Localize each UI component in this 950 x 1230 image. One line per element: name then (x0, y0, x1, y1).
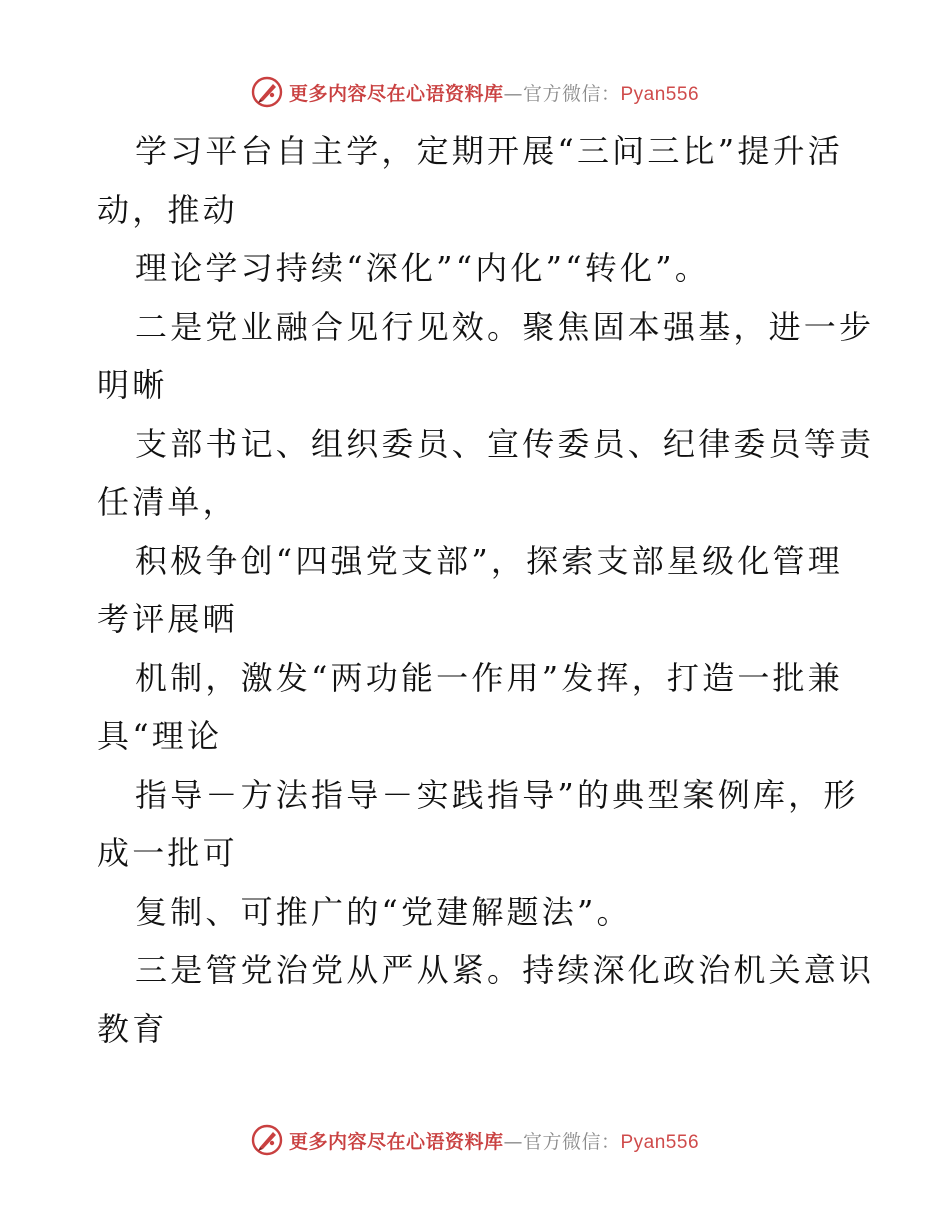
watermark-brand: 更多内容尽在心语资料库 (288, 1130, 504, 1153)
quill-logo-icon (251, 76, 283, 108)
watermark-official: 官方微信： (522, 82, 621, 105)
text-line: 支部书记、组织委员、宣传委员、纪律委员等责 (135, 424, 875, 463)
text-line: 理论学习持续“深化”“内化”“转化”。 (135, 249, 710, 287)
text-line: 复制、可推广的“党建解题法”。 (135, 892, 632, 931)
text-line: 学习平台自主学，定期开展“三问三比”提升活 (135, 132, 843, 170)
text-line: 成一批可 (97, 834, 238, 872)
watermark-wechat-id: Pyan556 (620, 83, 700, 105)
document-body (97, 122, 875, 1058)
text-line: 三是管党治党从严从紧。持续深化政治机关意识 (135, 951, 875, 989)
text-line: 积极争创“四强党支部”，探索支部星级化管理 (135, 541, 843, 580)
watermark-official: 官方微信： (522, 1130, 621, 1153)
text-line: 二是党业融合见行见效。聚焦固本强基，进一步 (135, 307, 875, 346)
footer-watermark (0, 1120, 950, 1160)
header-watermark (0, 72, 950, 112)
watermark-text (289, 79, 699, 106)
watermark-text (289, 1127, 699, 1154)
watermark-brand: 更多内容尽在心语资料库 (288, 82, 504, 105)
watermark-separator: — (503, 1130, 523, 1153)
text-line: 机制，激发“两功能一作用”发挥，打造一批兼 (135, 658, 843, 697)
quill-logo-icon (251, 1124, 283, 1156)
text-line: 教育 (97, 1009, 168, 1048)
text-line: 任清单， (97, 483, 238, 521)
text-line: 指导－方法指导－实践指导”的典型案例库，形 (135, 775, 859, 814)
watermark-separator: — (503, 82, 523, 105)
text-line: 动，推动 (97, 190, 238, 229)
watermark-wechat-id: Pyan556 (620, 1131, 700, 1153)
text-line: 考评展晒 (97, 600, 238, 638)
text-line: 具“理论 (97, 717, 223, 755)
text-line: 明晰 (97, 366, 168, 404)
